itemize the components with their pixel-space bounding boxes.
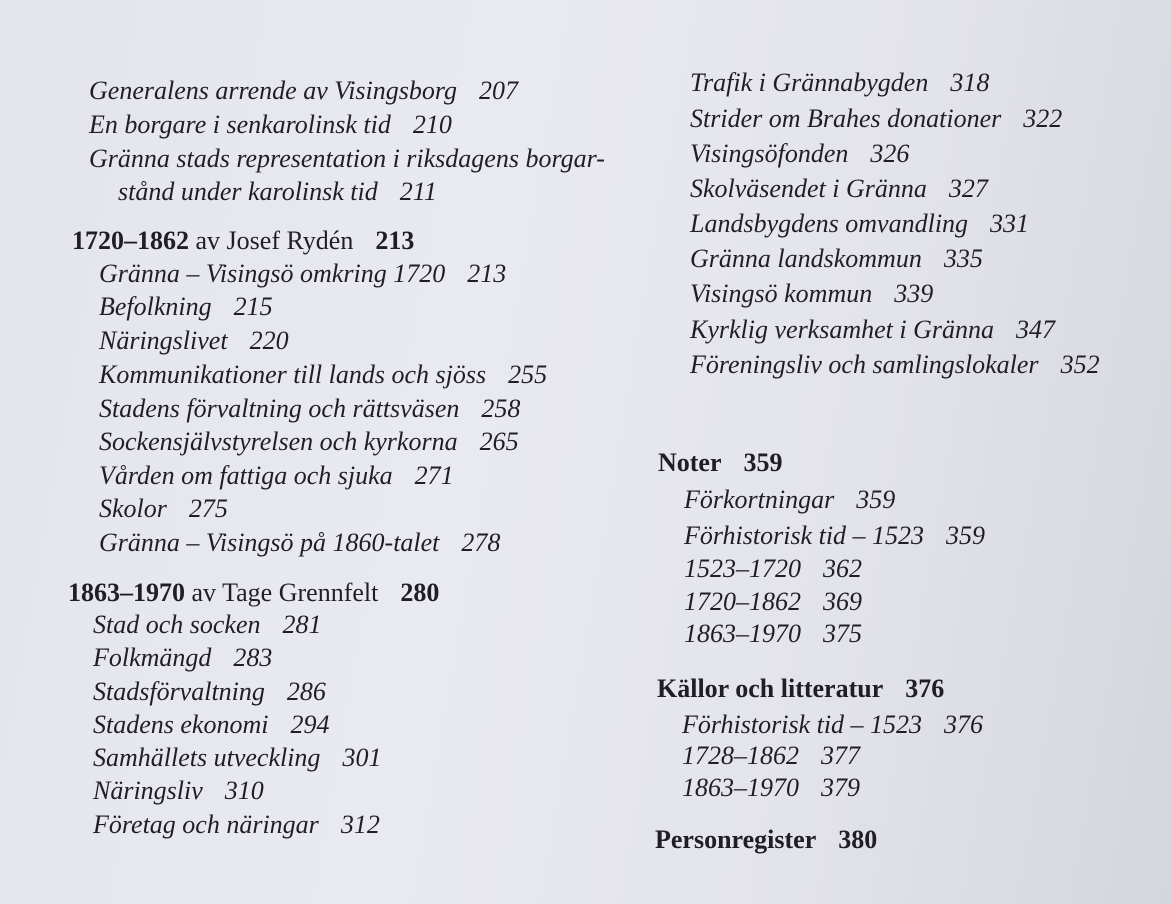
toc-entry: Gränna – Visingsö på 1860-talet 278	[99, 528, 501, 557]
toc-entry: Landsbygdens omvandling 331	[690, 209, 1030, 238]
toc-entry: Näringsliv 310	[93, 776, 264, 805]
toc-section-heading: 1863–1970 av Tage Grennfelt 280	[68, 578, 440, 607]
toc-entry: Föreningsliv och samlingslokaler 352	[690, 350, 1100, 379]
toc-entry: 1863–1970 379	[682, 773, 860, 802]
toc-entry: Företag och näringar 312	[93, 810, 380, 839]
toc-entry: Visingsö kommun 339	[690, 279, 934, 308]
toc-entry: Gränna – Visingsö omkring 1720 213	[99, 259, 507, 288]
toc-entry: Skolväsendet i Gränna 327	[690, 174, 988, 203]
toc-entry: Näringslivet 220	[99, 326, 289, 355]
toc-entry: Förhistorisk tid – 1523 359	[684, 521, 986, 550]
toc-section-heading: Källor och litteratur 376	[657, 674, 945, 703]
toc-entry: Visingsöfonden 326	[690, 139, 910, 168]
toc-entry: Generalens arrende av Visingsborg 207	[89, 76, 519, 105]
toc-section-heading: Personregister 380	[655, 825, 878, 854]
toc-entry: 1523–1720 362	[684, 554, 862, 583]
toc-entry: Trafik i Grännabygden 318	[690, 68, 990, 97]
toc-entry: 1863–1970 375	[684, 619, 862, 648]
toc-entry: Gränna stads representation i riksdagens borgar-	[89, 144, 605, 173]
toc-entry: Befolkning 215	[99, 292, 273, 321]
toc-entry: Strider om Brahes donationer 322	[690, 104, 1063, 133]
toc-entry: Kommunikationer till lands och sjöss 255	[99, 360, 548, 389]
toc-entry: En borgare i senkarolinsk tid 210	[89, 110, 452, 139]
toc-entry: Kyrklig verksamhet i Gränna 347	[690, 315, 1056, 344]
toc-entry: Stadens ekonomi 294	[93, 710, 330, 739]
toc-section-heading: Noter 359	[658, 448, 783, 477]
toc-entry: Gränna landskommun 335	[690, 244, 983, 273]
toc-entry: stånd under karolinsk tid 211	[118, 177, 437, 206]
toc-entry: Stad och socken 281	[93, 610, 322, 639]
toc-entry: Förkortningar 359	[684, 485, 896, 514]
toc-entry: Vården om fattiga och sjuka 271	[99, 461, 454, 490]
toc-entry: Förhistorisk tid – 1523 376	[682, 710, 984, 739]
toc-entry: Skolor 275	[99, 494, 228, 523]
toc-entry: Folkmängd 283	[93, 643, 273, 672]
toc-entry: Sockensjälvstyrelsen och kyrkorna 265	[99, 427, 519, 456]
toc-entry: 1720–1862 369	[684, 587, 862, 616]
toc-entry: Stadsförvaltning 286	[93, 677, 326, 706]
toc-entry: Stadens förvaltning och rättsväsen 258	[99, 394, 521, 423]
toc-entry: 1728–1862 377	[682, 741, 860, 770]
toc-section-heading: 1720–1862 av Josef Rydén 213	[72, 226, 415, 255]
toc-entry: Samhällets utveckling 301	[93, 743, 382, 772]
